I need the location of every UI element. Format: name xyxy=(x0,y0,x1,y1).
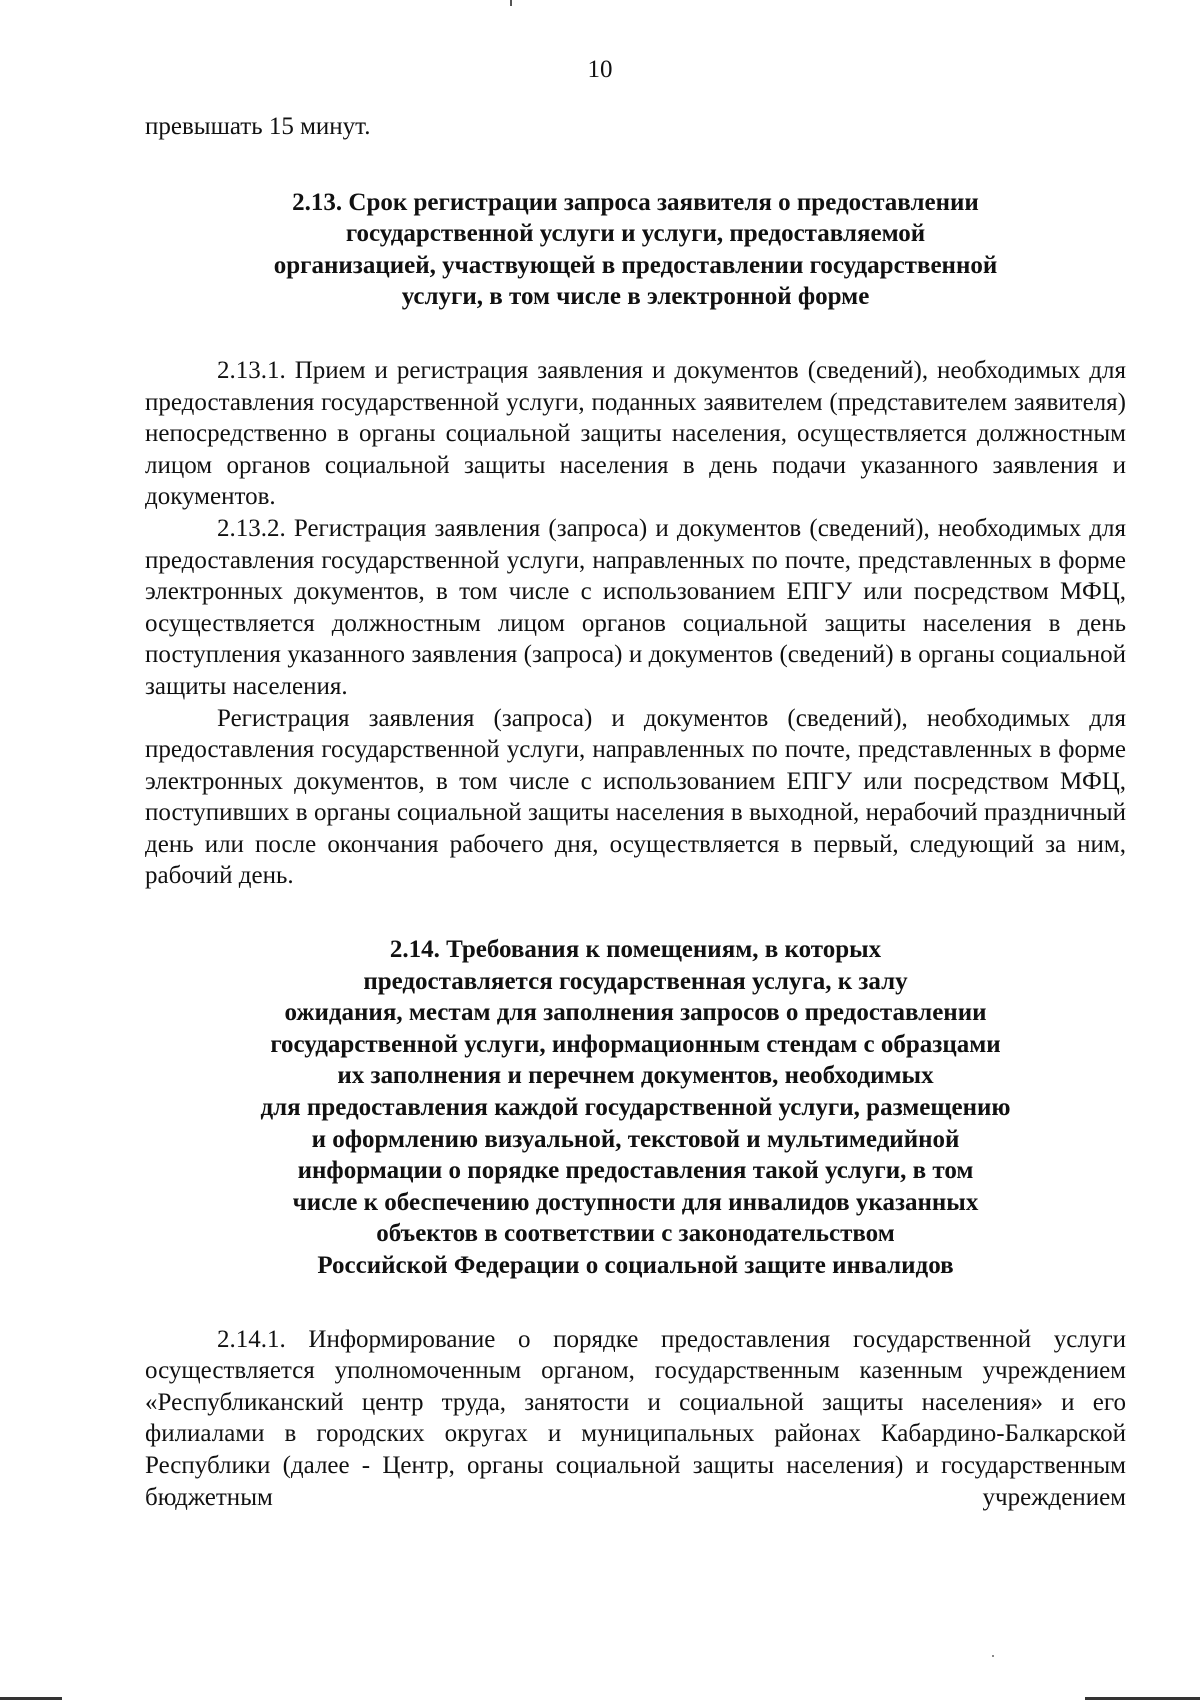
heading-line: объектов в соответствии с законодательством xyxy=(376,1220,895,1248)
section-heading-2-13 xyxy=(145,187,1126,313)
heading-line: для предоставления каждой государственной услуги, размещению xyxy=(260,1094,1011,1122)
scan-speck xyxy=(992,1655,994,1657)
heading-line: их заполнения и перечнем документов, необходимых xyxy=(337,1062,934,1090)
section-heading-2-14 xyxy=(145,934,1126,1282)
heading-line: организацией, участвующей в предоставлении государственной xyxy=(273,251,998,279)
scan-edge-line-right xyxy=(1085,1697,1200,1700)
paragraph-2-13-1: 2.13.1. Прием и регистрация заявления и документов (сведений), необходимых для предоставления государственной услуги, поданных заявителем (представителем заявителя) непосредственно в органы социальной защиты населения, осуществляется должностным лицом органов социальной защиты населения в день подачи указанного заявления и документов. xyxy=(145,356,1126,511)
heading-line: Российской Федерации о социальной защите инвалидов xyxy=(317,1252,954,1279)
scan-edge-line-left xyxy=(0,1697,62,1700)
document-body xyxy=(145,111,1126,1513)
scan-mark xyxy=(510,0,512,6)
paragraph-2-13-2: 2.13.2. Регистрация заявления (запроса) и документов (сведений), необходимых для предоставления государственной услуги, направленных по почте, представленных в форме электронных документов, в том числе с использованием ЕПГУ или посредством МФЦ, осуществляется должностным лицом органов социальной защиты населения в день поступления указанного заявления (запроса) и документов (сведений) в органы социальной защиты населения. xyxy=(145,514,1126,700)
heading-line: 2.13. Срок регистрации запроса заявителя о предоставлении xyxy=(292,188,979,216)
heading-line: ожидания, местам для заполнения запросов о предоставлении xyxy=(284,999,987,1027)
paragraph-2-13-2-continued: Регистрация заявления (запроса) и документов (сведений), необходимых для предоставления государственной услуги, направленных по почте, представленных в форме электронных документов, в том числе с использованием ЕПГУ или посредством МФЦ, поступивших в органы социальной защиты населения в выходной, нерабочий праздничный день или после окончания рабочего дня, осуществляется в первый, следующий за ним, рабочий день. xyxy=(145,704,1126,890)
heading-line: 2.14. Требования к помещениям, в которых xyxy=(389,936,882,964)
page-number: 10 xyxy=(587,56,613,83)
heading-line: государственной услуги, информационным стендам с образцами xyxy=(270,1030,1001,1058)
heading-line: услуги, в том числе в электронной форме xyxy=(401,283,870,311)
heading-line: государственной услуги и услуги, предоставляемой xyxy=(345,220,926,248)
heading-line: и оформлению визуальной, текстовой и мультимедийной xyxy=(311,1125,960,1153)
continuation-line: превышать 15 минут. xyxy=(145,113,371,140)
heading-line: предоставляется государственная услуга, к залу xyxy=(363,967,908,995)
heading-line: числе к обеспечению доступности для инвалидов указанных xyxy=(292,1188,979,1216)
paragraph-2-14-1: 2.14.1. Информирование о порядке предоставления государственной услуги осуществляется уполномоченным органом, государственным казенным учреждением «Республиканский центр труда, занятости и социальной защиты населения» и его филиалами в городских округах и муниципальных районах Кабардино-Балкарской Республики (далее - Центр, органы социальной защиты населения) и государственным бюджетным учреждением xyxy=(145,1325,1126,1511)
heading-line: информации о порядке предоставления такой услуги, в том xyxy=(297,1157,974,1185)
